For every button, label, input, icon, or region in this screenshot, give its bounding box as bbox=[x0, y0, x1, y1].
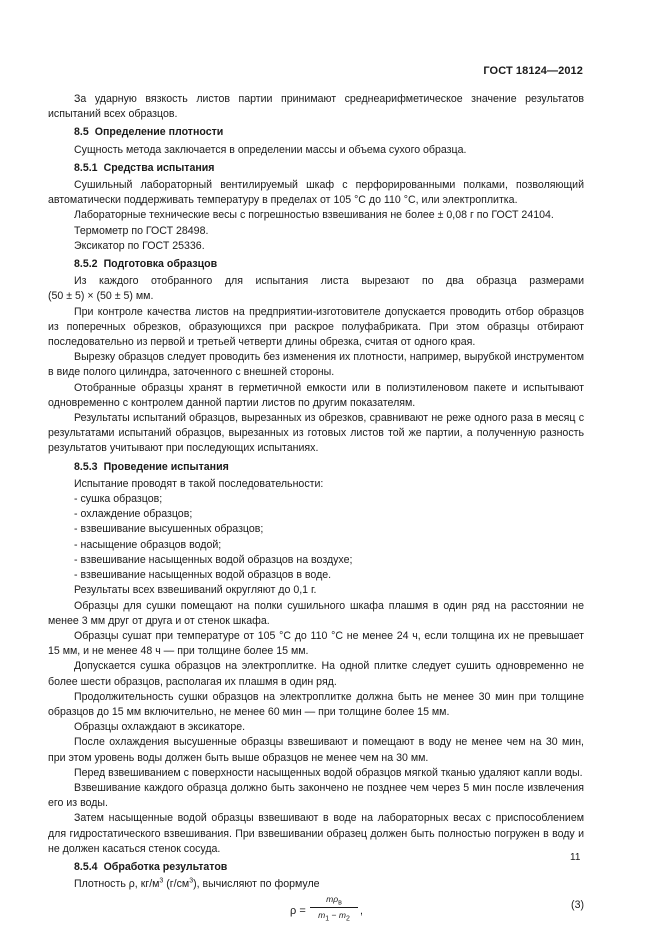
list-item: - насыщение образцов водой; bbox=[74, 538, 222, 551]
page-number: 11 bbox=[570, 852, 581, 863]
paragraph-hotplate: Допускается сушка образцов на электроплитке. На одной плитке следует сушить одновременно не более шести образцов, располагая их плашмя в один ряд. bbox=[48, 660, 584, 688]
den-sub1: 1 bbox=[325, 916, 330, 924]
section-number: 8.5.4 bbox=[74, 860, 98, 873]
list-item: - взвешивание насыщенных водой образцов в воде. bbox=[74, 569, 332, 582]
list-item: - охлаждение образцов; bbox=[74, 508, 193, 521]
paragraph-cutting: Вырезку образцов следует проводить без изменения их плотности, например, вырубкой инструментом в виде полого цилиндра, заточенного с внешней стороны. bbox=[48, 351, 584, 379]
formula-lhs: ρ = bbox=[290, 905, 306, 918]
paragraph-weigh-5min: Взвешивание каждого образца должно быть закончено не позднее чем через 5 мин после извлечения его из воды. bbox=[48, 781, 584, 810]
section-number: 8.5.2 bbox=[74, 258, 98, 271]
section-title: Проведение испытания bbox=[103, 460, 229, 473]
formula-denominator bbox=[310, 910, 358, 924]
paragraph-sequence: Испытание проводят в такой последовательности: bbox=[74, 477, 324, 490]
paragraph-scales: Лабораторные технические весы с погрешностью взвешивания не более ± 0,08 г по ГОСТ 24104. bbox=[74, 209, 554, 222]
density-sup-1: 3 bbox=[159, 877, 164, 885]
density-text-c: ), вычисляют по формуле bbox=[193, 878, 320, 891]
list-item: - взвешивание насыщенных водой образцов на воздухе; bbox=[74, 553, 353, 566]
paragraph-dry-placement: Образцы для сушки помещают на полки сушильного шкафа плашмя в один ряд на расстоянии не менее 3 мм друг от друга и от стенок шкафа. bbox=[48, 599, 584, 627]
fraction-bar bbox=[310, 907, 358, 908]
section-number: 8.5.3 bbox=[74, 460, 98, 473]
paragraph-cut-line-1: Из каждого отобранного для испытания листа вырезают по два образца размерами bbox=[74, 275, 584, 288]
section-number: 8.5.1 bbox=[74, 161, 98, 174]
density-formula bbox=[48, 894, 584, 928]
section-8-5-4-heading bbox=[48, 860, 584, 875]
num-sub: в bbox=[338, 900, 342, 908]
paragraph-cut-line-2: (50 ± 5) × (50 ± 5) мм. bbox=[48, 290, 154, 303]
section-title: Средства испытания bbox=[103, 161, 215, 174]
den-sub2: 2 bbox=[345, 916, 350, 924]
paragraph-impact: За ударную вязкость листов партии принимают среднеарифметическое значение результатов испытаний всех образцов. bbox=[48, 93, 584, 121]
paragraph-control: При контроле качества листов на предприятии-изготовителе допускается проводить отбор образцов из поперечных обрезков, образующихся при раскрое полуфабриката. При этом образцы отбирают последовательно из первой и третьей четверти длины обрезка, считая от одного края. bbox=[48, 305, 584, 349]
paragraph-exsiccator: Эксикатор по ГОСТ 25336. bbox=[74, 239, 205, 252]
density-text-b: (г/см bbox=[163, 878, 190, 891]
num-rho: ρ bbox=[333, 894, 339, 905]
page-content bbox=[48, 92, 584, 928]
section-title: Подготовка образцов bbox=[103, 258, 218, 271]
density-sup-2: 3 bbox=[189, 877, 194, 885]
list-item: - взвешивание высушенных образцов; bbox=[74, 523, 264, 536]
paragraph-rounding: Результаты всех взвешиваний округляют до 0,1 г. bbox=[74, 584, 317, 597]
list-item: - сушка образцов; bbox=[74, 493, 163, 506]
den-m1: m bbox=[318, 910, 326, 921]
paragraph-storage: Отобранные образцы хранят в герметичной емкости или в полиэтиленовом пакете и испытывают одновременно с контролем данной партии листов по другим показателям. bbox=[48, 381, 584, 409]
paragraph-dry-time: Образцы сушат при температуре от 105 °С до 110 °С не менее 24 ч, если толщина их не превышает 15 мм, и не менее 48 ч — при толщине более 15 мм. bbox=[48, 629, 584, 658]
density-text-a: Плотность ρ, кг/м bbox=[74, 878, 160, 891]
paragraph-oven: Сушильный лабораторный вентилируемый шкаф с перфорированными полками, позволяющий автоматически поддерживать температуру в пределах от 105 °С до 110 °С, или электроплитка. bbox=[48, 179, 584, 207]
paragraph-thermometer: Термометр по ГОСТ 28498. bbox=[74, 224, 209, 237]
formula-fraction bbox=[310, 894, 358, 924]
section-number: 8.5 bbox=[74, 126, 89, 139]
paragraph-hydrostatic: Затем насыщенные водой образцы взвешивают в воде на лабораторных весах с приспособлением для гидростатического взвешивания. При взвешивании образец должен быть полностью погружен в воду и не должен касаться стенок сосуда. bbox=[48, 812, 584, 855]
paragraph-density bbox=[48, 877, 584, 892]
paragraph-results: Результаты испытаний образцов, вырезанных из обрезков, сравнивают не реже одного раза в месяц с результатами испытаний образцов, вырезанных из готовых листов той же партии, а полученную разность результатов учитывают при последующих испытаниях. bbox=[48, 412, 584, 455]
num-m: m bbox=[326, 894, 334, 905]
paragraph-wipe: Перед взвешиванием с поверхности насыщенных водой образцов мягкой тканью удаляют капли воды. bbox=[74, 766, 583, 779]
den-minus: − bbox=[329, 910, 339, 921]
section-title: Обработка результатов bbox=[103, 860, 228, 873]
paragraph-cooling: Образцы охлаждают в эксикаторе. bbox=[74, 721, 246, 734]
procedure-list bbox=[48, 492, 584, 583]
paragraph-hotplate-duration: Продолжительность сушки образцов на электроплитке должна быть не менее 30 мин при толщине образцов до 15 мм включительно, не менее 60 мин — при толщине более 15 мм. bbox=[48, 690, 584, 718]
paragraph-after-cooling: После охлаждения высушенные образцы взвешивают и помещают в воду не менее чем на 30 мин, при этом уровень воды должен быть выше образцов не менее чем на 30 мм. bbox=[48, 736, 584, 764]
den-m2: m bbox=[338, 910, 346, 921]
formula-comma: , bbox=[360, 905, 363, 918]
section-title: Определение плотности bbox=[94, 126, 224, 139]
standard-code: ГОСТ 18124—2012 bbox=[483, 65, 583, 77]
section-8-5-1-heading bbox=[48, 161, 584, 176]
formula-numerator bbox=[310, 894, 358, 908]
section-8-5-heading bbox=[48, 125, 584, 140]
equation-number: (3) bbox=[571, 899, 584, 912]
paragraph-essence: Сущность метода заключается в определении массы и объема сухого образца. bbox=[74, 143, 467, 156]
section-8-5-3-heading bbox=[48, 460, 584, 475]
section-8-5-2-heading bbox=[48, 257, 584, 272]
